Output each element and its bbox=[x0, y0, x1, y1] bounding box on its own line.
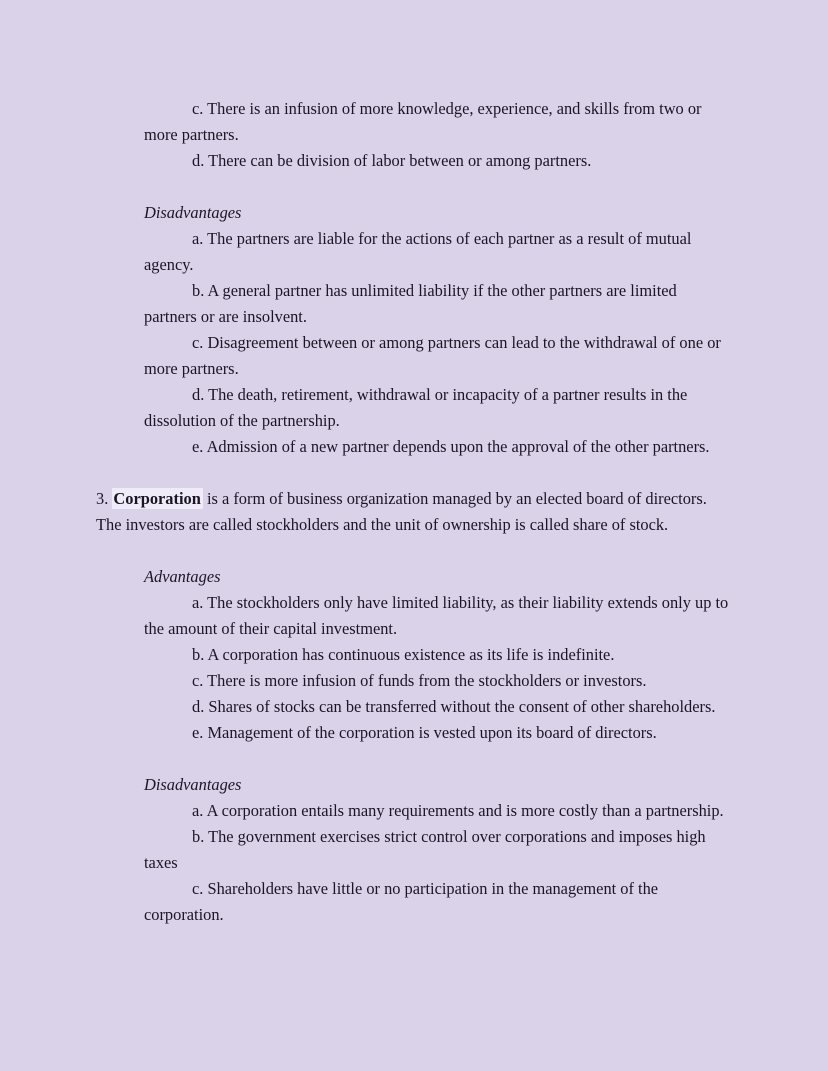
list-item: c. There is more infusion of funds from the stockholders or investors. bbox=[192, 671, 647, 690]
list-item: a. A corporation entails many requirements and is more costly than a partnership. bbox=[192, 801, 724, 820]
corporation-term-highlight: Corporation bbox=[113, 489, 201, 508]
section-spacer bbox=[96, 746, 730, 772]
corporation-list-number: 3. bbox=[96, 489, 109, 508]
corporation-disadvantages-heading: Disadvantages bbox=[144, 775, 242, 794]
list-item: e. Management of the corporation is vested upon its board of directors. bbox=[192, 723, 657, 742]
partnership-advantages-list bbox=[144, 96, 730, 174]
list-item: d. There can be division of labor between or among partners. bbox=[192, 151, 592, 170]
corporation-definition-text: is a form of business organization managed by an elected board of directors. The investors are called stockholders and the unit of ownership is called share of stock. bbox=[96, 489, 707, 534]
list-item: c. There is an infusion of more knowledge, experience, and skills from two or more partners. bbox=[144, 99, 702, 144]
list-item: d. The death, retirement, withdrawal or incapacity of a partner results in the dissolution of the partnership. bbox=[144, 385, 688, 430]
list-item: b. A corporation has continuous existence as its life is indefinite. bbox=[192, 645, 615, 664]
partnership-disadvantages-heading: Disadvantages bbox=[144, 203, 242, 222]
section-spacer bbox=[96, 174, 730, 200]
section-spacer bbox=[96, 538, 730, 564]
partnership-disadvantages-list bbox=[144, 226, 730, 460]
list-item: a. The partners are liable for the actions of each partner as a result of mutual agency. bbox=[144, 229, 692, 274]
list-item: b. A general partner has unlimited liability if the other partners are limited partners or are insolvent. bbox=[144, 281, 677, 326]
corporation-definition-paragraph bbox=[96, 486, 730, 538]
document-body bbox=[96, 96, 730, 928]
corporation-advantages-heading: Advantages bbox=[144, 567, 221, 586]
section-spacer bbox=[96, 460, 730, 486]
list-item: d. Shares of stocks can be transferred without the consent of other shareholders. bbox=[192, 697, 716, 716]
corporation-advantages-list bbox=[144, 590, 730, 746]
list-item: c. Shareholders have little or no participation in the management of the corporation. bbox=[144, 879, 659, 924]
list-item: e. Admission of a new partner depends upon the approval of the other partners. bbox=[192, 437, 710, 456]
corporation-disadvantages-list bbox=[144, 798, 730, 928]
list-item: b. The government exercises strict control over corporations and imposes high taxes bbox=[144, 827, 706, 872]
list-item: c. Disagreement between or among partners can lead to the withdrawal of one or more partners. bbox=[144, 333, 721, 378]
list-item: a. The stockholders only have limited liability, as their liability extends only up to the amount of their capital investment. bbox=[144, 593, 729, 638]
